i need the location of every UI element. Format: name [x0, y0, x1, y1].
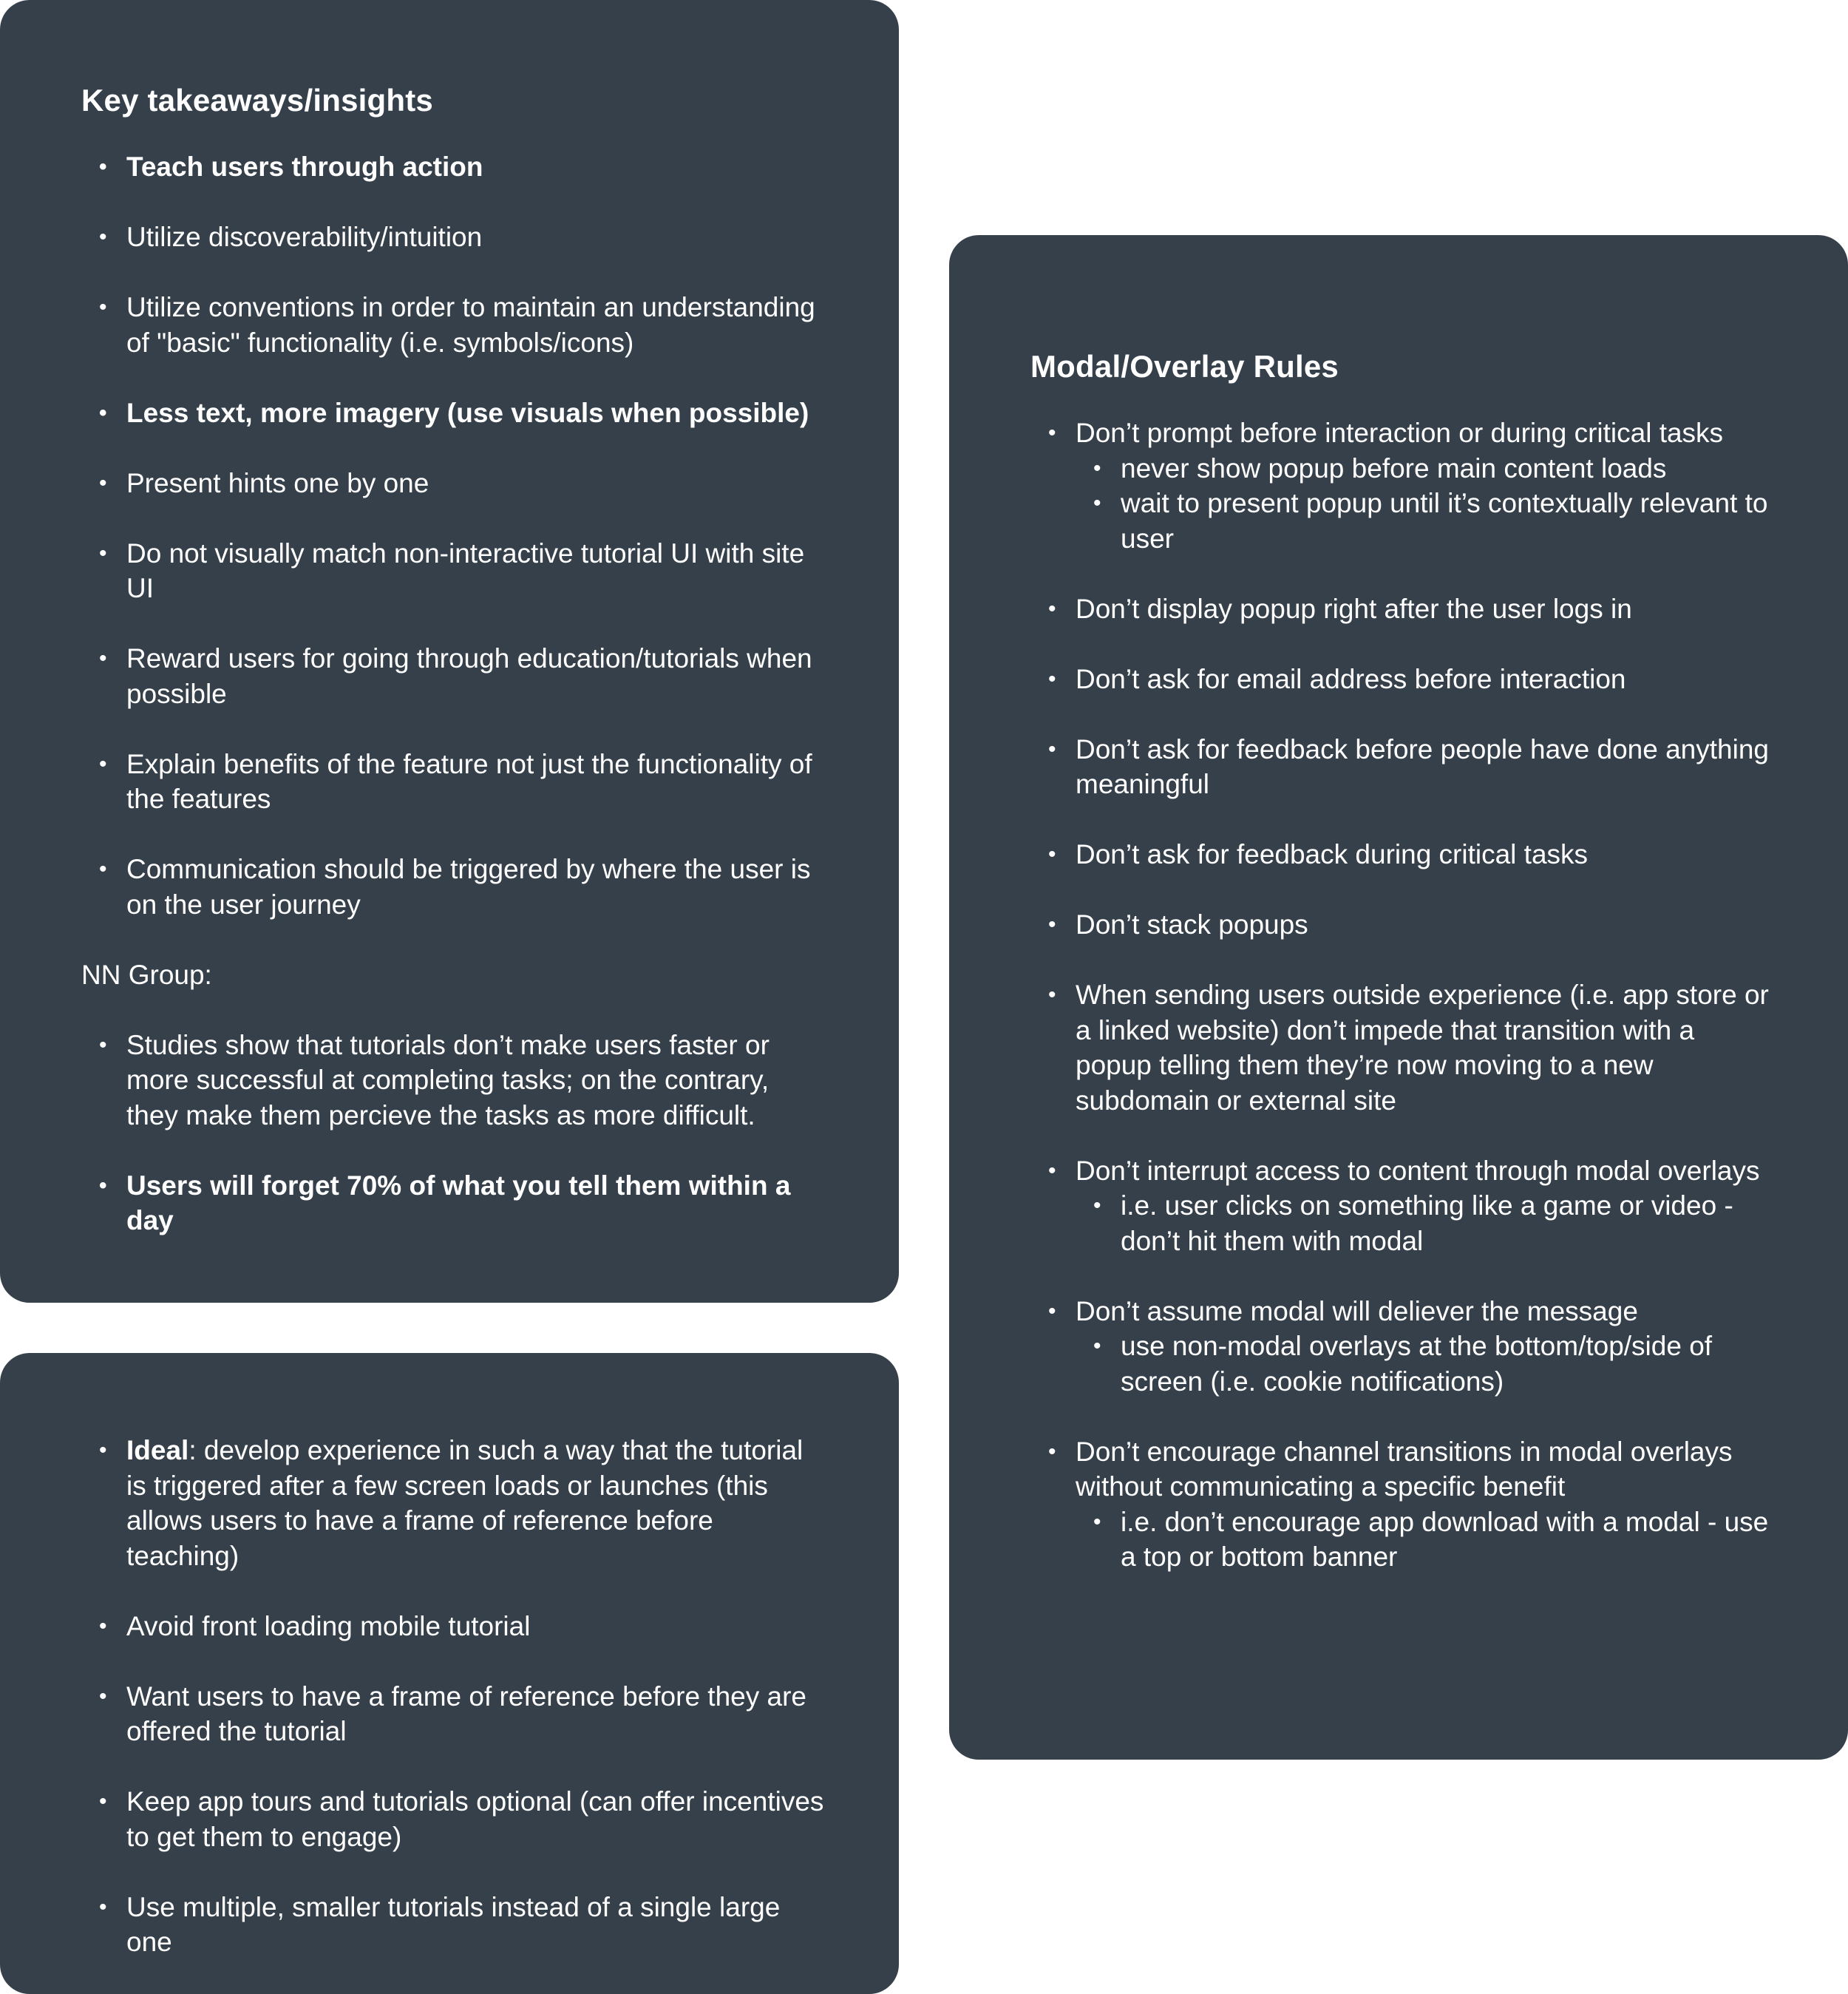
insight-item: • Utilize conventions in order to maintain an understanding of "basic" functionality (i.e. symbols/icons) — [81, 290, 825, 360]
modal-rule-sublist — [1076, 451, 1774, 557]
insights-title: Key takeaways/insights — [81, 83, 433, 118]
nn-group-list — [81, 1028, 825, 1238]
nn-group-label: NN Group: — [81, 959, 212, 990]
modal-rule-sublist — [1076, 1505, 1774, 1575]
modal-rule-subitem: • use non-modal overlays at the bottom/top/side of screen (i.e. cookie notifications) — [1076, 1329, 1774, 1399]
insight-item: • Explain benefits of the feature not just the functionality of the features — [81, 747, 825, 817]
modal-rule-text: • Don’t assume modal will deliever the message — [1076, 1295, 1638, 1326]
tutorial-item: • Want users to have a frame of reference before they are offered the tutorial — [81, 1679, 825, 1749]
tutorial-item: • Avoid front loading mobile tutorial — [81, 1609, 825, 1644]
insights-card — [0, 0, 899, 1303]
modal-rule-item: • Don’t display popup right after the user logs in — [1030, 591, 1774, 627]
modal-rule-item — [1030, 416, 1774, 556]
modal-rule-item: • Don’t ask for email address before interaction — [1030, 662, 1774, 697]
insight-item: • Utilize discoverability/intuition — [81, 220, 825, 255]
insight-item: • Teach users through action — [81, 149, 825, 185]
modal-rule-subitem: • wait to present popup until it’s contextually relevant to user — [1076, 486, 1774, 556]
modal-rule-text: • Don’t interrupt access to content through modal overlays — [1076, 1155, 1760, 1186]
tutorial-card — [0, 1353, 899, 1994]
modal-rule-item: • Don’t ask for feedback during critical tasks — [1030, 837, 1774, 872]
insight-item: • Communication should be triggered by where the user is on the user journey — [81, 852, 825, 922]
modal-rule-text: • Don’t encourage channel transitions in modal overlays without communicating a specific benefit — [1076, 1436, 1733, 1502]
modal-rule-item: • Don’t stack popups — [1030, 907, 1774, 943]
modal-rule-subitem: • i.e. don’t encourage app download with a modal - use a top or bottom banner — [1076, 1505, 1774, 1575]
insight-item: • Do not visually match non-interactive tutorial UI with site UI — [81, 536, 825, 606]
modal-rule-subitem: • i.e. user clicks on something like a game or video - don’t hit them with modal — [1076, 1188, 1774, 1258]
ideal-lead: Ideal — [126, 1435, 189, 1465]
modal-rule-text: • Don’t prompt before interaction or during critical tasks — [1076, 418, 1724, 448]
tutorial-list — [81, 1433, 825, 1960]
modal-rule-sublist — [1076, 1188, 1774, 1258]
ideal-text: : develop experience in such a way that the tutorial is triggered after a few screen loads or launches (this allows users to have a frame of reference before teaching) — [126, 1435, 804, 1571]
modal-rule-subitem: • never show popup before main content loads — [1076, 451, 1774, 486]
modal-rule-item — [1030, 1294, 1774, 1400]
modal-rule-item — [1030, 1434, 1774, 1575]
modal-rule-item: • Don’t ask for feedback before people have done anything meaningful — [1030, 732, 1774, 802]
insight-item: • Reward users for going through education/tutorials when possible — [81, 641, 825, 711]
tutorial-item: • Use multiple, smaller tutorials instead of a single large one — [81, 1890, 825, 1960]
modal-rule-item — [1030, 1153, 1774, 1259]
insight-item: • Present hints one by one — [81, 466, 825, 501]
nn-group-item: • Users will forget 70% of what you tell them within a day — [81, 1168, 825, 1238]
modal-rules-title: Modal/Overlay Rules — [1030, 349, 1339, 384]
tutorial-item-ideal — [81, 1433, 825, 1573]
modal-rules-card — [949, 235, 1848, 1760]
modal-rule-item: • When sending users outside experience (i.e. app store or a linked website) don’t impede that transition with a popup telling them they’re now moving to a new subdomain or external site — [1030, 977, 1774, 1118]
insight-item: • Less text, more imagery (use visuals when possible) — [81, 396, 825, 431]
modal-rules-list — [1030, 416, 1774, 1575]
modal-rule-sublist — [1076, 1329, 1774, 1399]
tutorial-item: • Keep app tours and tutorials optional (can offer incentives to get them to engage) — [81, 1784, 825, 1854]
nn-group-item: • Studies show that tutorials don’t make users faster or more successful at completing tasks; on the contrary, they make them percieve the tasks as more difficult. — [81, 1028, 825, 1133]
insights-list — [81, 149, 825, 922]
